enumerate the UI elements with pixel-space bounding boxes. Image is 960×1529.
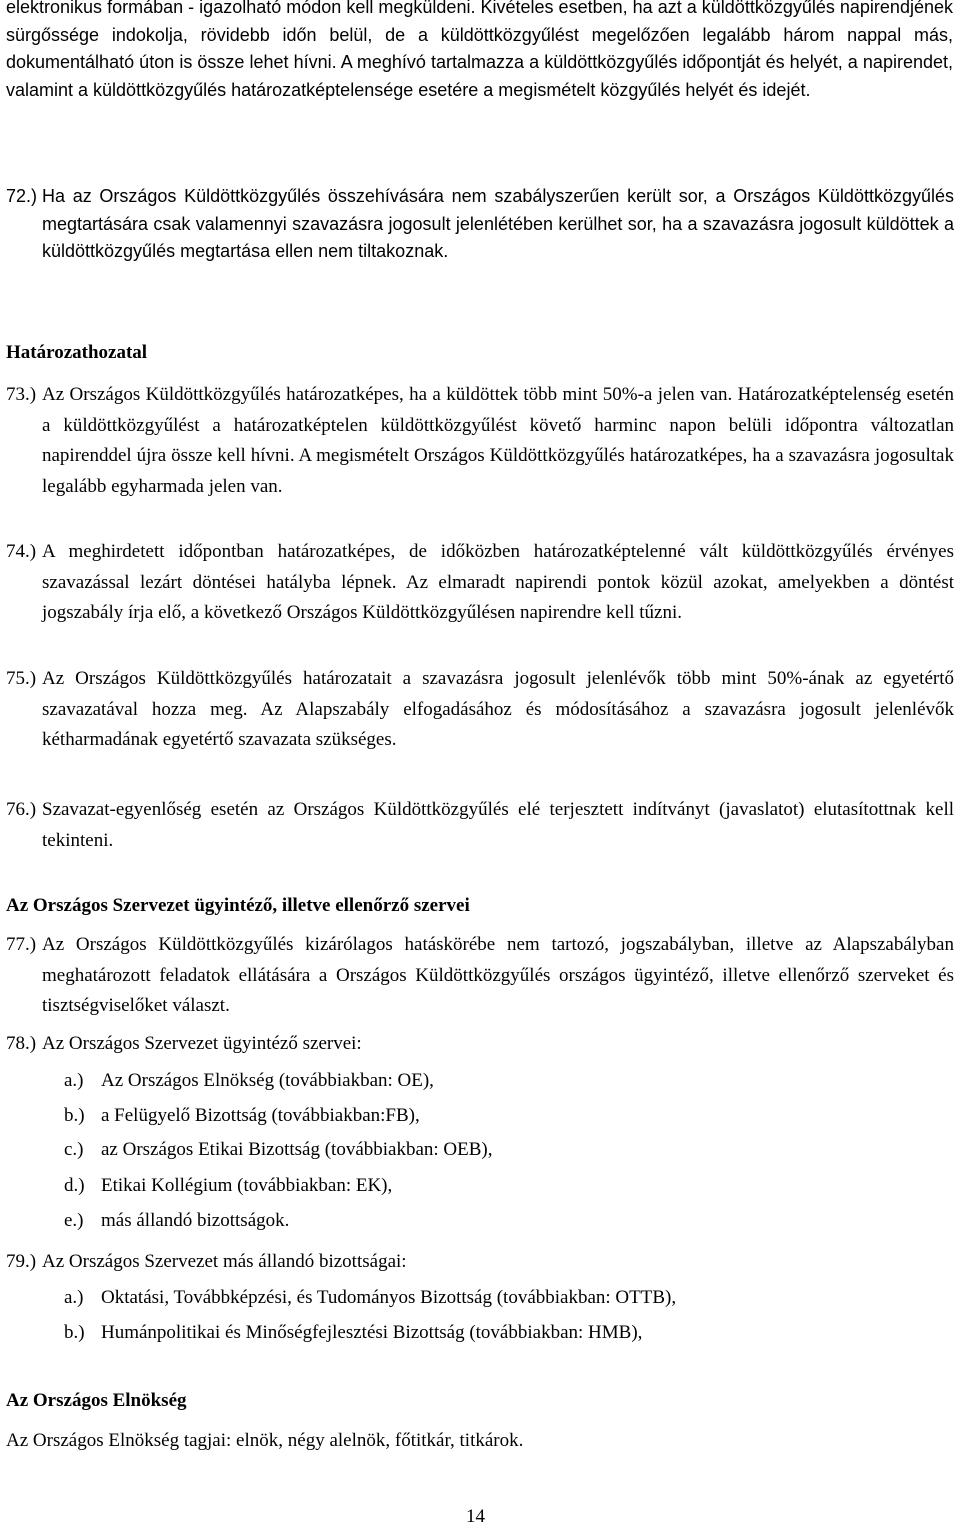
sub-text: Az Országos Elnökség (továbbiakban: OE), bbox=[101, 1070, 434, 1091]
item-text: Az Országos Szervezet ügyintéző szervei: bbox=[42, 1033, 362, 1054]
sub-item bbox=[64, 1318, 642, 1348]
item-number: 72.) bbox=[6, 186, 38, 206]
item-75 bbox=[6, 664, 954, 756]
item-text: Az Országos Küldöttközgyűlés határozatképes, ha a küldöttek több mint 50%-a jelen van. Határozatképtelenség esetén a küldöttközgyűlést a határozatképtelen küldöttközgyűlést követő harminc napon belüli időpontra változatlan napirenddel újra össze kell hívni. A megismételt Országos Küldöttközgyűlés határozatképes, ha a szavazásra jogosultak legalább egyharmada jelen van. bbox=[42, 384, 954, 497]
item-text: A meghirdetett időpontban határozatképes, de időközben határozatképtelenné vált küldöttközgyűlés érvényes szavazással lezárt döntései hatályba lépnek. Az elmaradt napirendi pontok közül azokat, amelyekben a döntést jogszabály írja elő, a következő Országos Küldöttközgyűlésen napirendre kell tűzni. bbox=[42, 541, 954, 623]
sub-item bbox=[64, 1283, 676, 1313]
item-text: Az Országos Küldöttközgyűlés kizárólagos hatáskörébe nem tartozó, jogszabályban, illetve az Alapszabályban meghatározott feladatok ellátására a Országos Küldöttközgyűlés országos ügyintéző, illetve ellenőrző szerveket és tisztségviselőket választ. bbox=[42, 934, 954, 1016]
sub-item bbox=[64, 1101, 420, 1131]
sub-text: a Felügyelő Bizottság (továbbiakban:FB), bbox=[101, 1105, 420, 1126]
sub-text: az Országos Etikai Bizottság (továbbiakban: OEB), bbox=[101, 1139, 493, 1160]
item-number: 78.) bbox=[6, 1033, 37, 1054]
section-heading-elnokseg: Az Országos Elnökség bbox=[6, 1390, 187, 1411]
page-number: 14 bbox=[466, 1506, 485, 1527]
sub-text: más állandó bizottságok. bbox=[101, 1210, 290, 1231]
sub-item bbox=[64, 1066, 434, 1096]
item-number: 74.) bbox=[6, 541, 37, 562]
sub-label: c.) bbox=[64, 1139, 84, 1160]
item-79 bbox=[6, 1247, 954, 1278]
item-text: Az Országos Szervezet más állandó bizottságai: bbox=[42, 1251, 407, 1272]
item-number: 77.) bbox=[6, 934, 37, 955]
item-number: 75.) bbox=[6, 668, 37, 689]
sub-label: d.) bbox=[64, 1175, 85, 1196]
item-74 bbox=[6, 537, 954, 629]
sub-text: Humánpolitikai és Minőségfejlesztési Bizottság (továbbiakban: HMB), bbox=[101, 1322, 643, 1343]
item-77 bbox=[6, 930, 954, 1022]
item-73 bbox=[6, 380, 954, 502]
item-number: 79.) bbox=[6, 1251, 37, 1272]
item-76 bbox=[6, 795, 954, 856]
sub-item bbox=[64, 1206, 289, 1236]
section-heading-hatarozathozatal: Határozathozatal bbox=[6, 342, 148, 363]
sub-label: a.) bbox=[64, 1070, 84, 1091]
item-number: 76.) bbox=[6, 799, 37, 820]
item-78 bbox=[6, 1029, 954, 1060]
sub-label: b.) bbox=[64, 1322, 85, 1343]
item-text: Ha az Országos Küldöttközgyűlés összehívására nem szabályszerűen került sor, a Országos Küldöttközgyűlés megtartására csak valamennyi szavazásra jogosult jelenlétében kerülhet sor, ha a szavazásra jogosult küldöttek a küldöttközgyűlés megtartása ellen nem tiltakoznak. bbox=[42, 186, 954, 261]
sub-item bbox=[64, 1171, 392, 1201]
item-72 bbox=[6, 183, 954, 266]
item-number: 73.) bbox=[6, 384, 37, 405]
item-text: Szavazat-egyenlőség esetén az Országos Küldöttközgyűlés elé terjesztett indítványt (javaslatot) elutasítottnak kell tekinteni. bbox=[42, 799, 954, 851]
elnokseg-paragraph: Az Országos Elnökség tagjai: elnök, négy alelnök, főtitkár, titkárok. bbox=[6, 1430, 524, 1451]
intro-paragraph: elektronikus formában - igazolható módon kell megküldeni. Kivételes esetben, ha azt a küldöttközgyűlés napirendjének sürgőssége indokolja, rövidebb időn belül, de a küldöttközgyűlést megelőzően legalább három nappal más, dokumentálható úton is össze lehet hívni. A meghívó tartalmazza a küldöttközgyűlés időpontját és helyét, a napirendet, valamint a küldöttközgyűlés határozatképtelensége esetére a megismételt közgyűlés helyét és idejét. bbox=[6, 0, 953, 100]
section-heading-szervek: Az Országos Szervezet ügyintéző, illetve ellenőrző szervei bbox=[6, 895, 470, 916]
sub-label: b.) bbox=[64, 1105, 85, 1126]
sub-text: Oktatási, Továbbképzési, és Tudományos Bizottság (továbbiakban: OTTB), bbox=[101, 1287, 677, 1308]
item-text: Az Országos Küldöttközgyűlés határozatait a szavazásra jogosult jelenlévők több mint 50%-ának az egyetértő szavazatával hozza meg. Az Alapszabály elfogadásához és módosításához a szavazásra jogosult jelenlévők kétharmadának egyetértő szavazata szükséges. bbox=[42, 668, 954, 750]
sub-text: Etikai Kollégium (továbbiakban: EK), bbox=[101, 1175, 393, 1196]
sub-label: e.) bbox=[64, 1210, 84, 1231]
sub-item bbox=[64, 1135, 493, 1165]
sub-label: a.) bbox=[64, 1287, 84, 1308]
